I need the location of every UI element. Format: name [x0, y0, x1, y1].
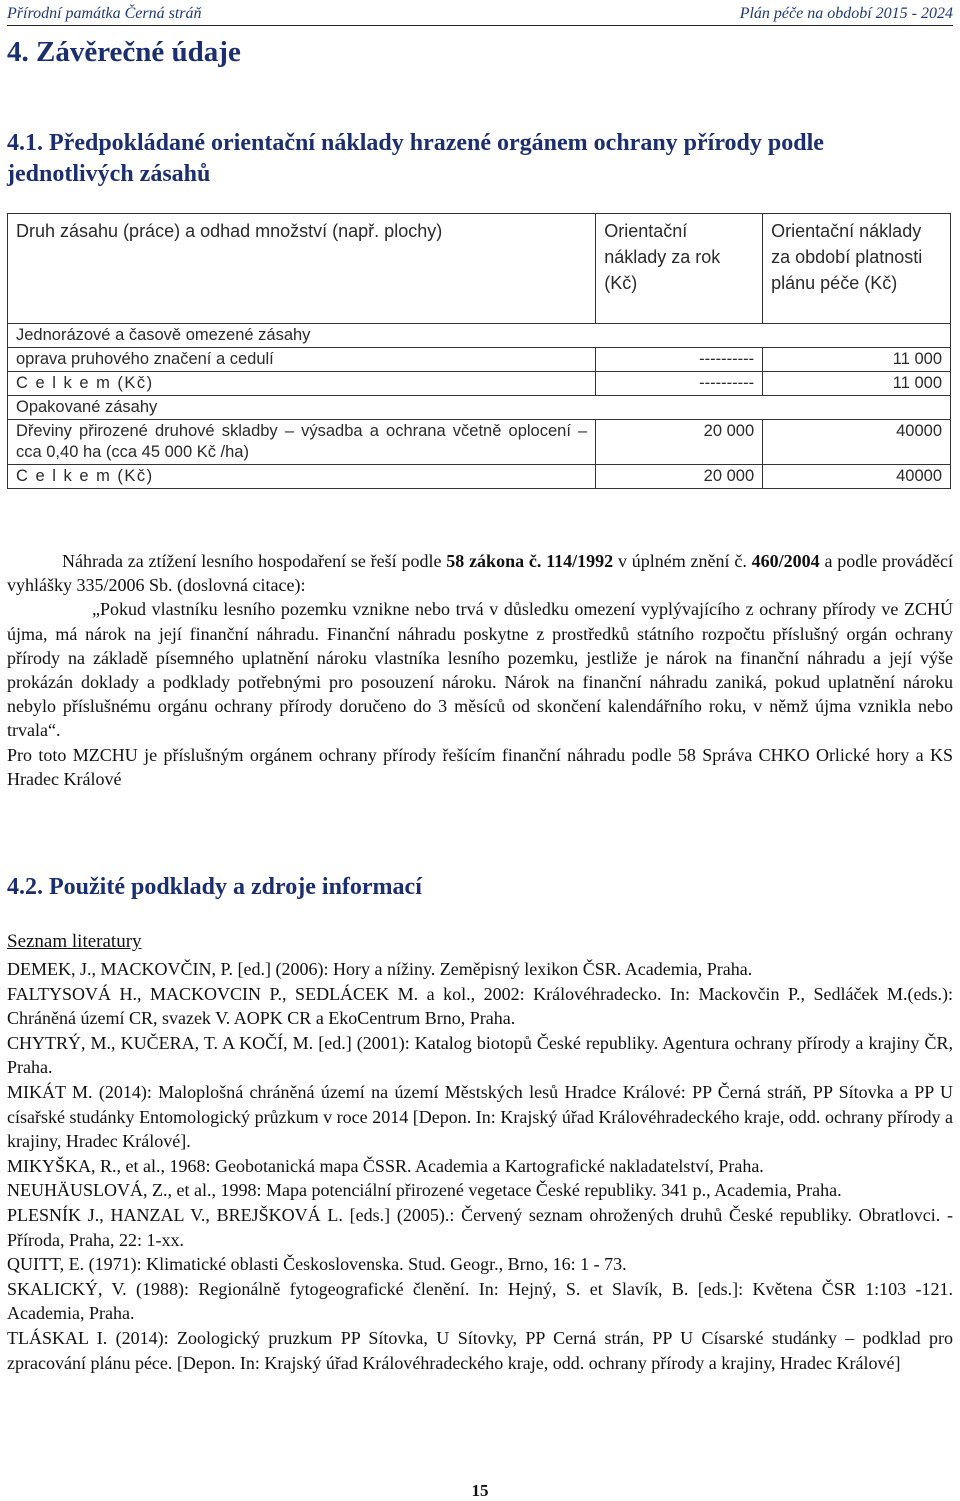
- section-4-1-heading: 4.1. Předpokládané orientační náklady hrazené orgánem ochrany přírody podle jednotlivých zásahů: [7, 130, 824, 187]
- literature-item: TLÁSKAL I. (2014): Zoologický pruzkum PP Sítovka, U Sítovky, PP Cerná strán, PP U Císarské studánky – podklad pro zpracování plánu péce. [Depon. In: Krajský úřad Královéhradeckého kraje, odd. ochrany přírody a krajiny, Hradec Králové]: [7, 1327, 953, 1373]
- table-total-row: [8, 372, 951, 396]
- literature-item: CHYTRÝ, M., KUČERA, T. A KOČÍ, M. [ed.] (2001): Katalog biotopů České republiky. Agentura ochrany přírody a krajiny ČR, Praha.: [7, 1032, 953, 1078]
- row-label: oprava pruhového značení a cedulí: [8, 348, 596, 372]
- header-right: Plán péče na období 2015 - 2024: [739, 5, 953, 22]
- table-row: [8, 348, 951, 372]
- literature-item: FALTYSOVÁ H., MACKOVCIN P., SEDLÁCEK M. a kol., 2002: Královéhradecko. In: Mackovčin P., Sedláček M.(eds.): Chráněná území CR, svazek V. AOPK CR a EkoCentrum Brno, Praha.: [7, 983, 953, 1029]
- row-label: Dřeviny přirozené druhové skladby – výsadba a ochrana včetně oplocení – cca 0,40 ha (cca 45 000 Kč /ha): [8, 420, 596, 465]
- total-period: 40000: [763, 465, 951, 489]
- running-header: [7, 3, 953, 26]
- literature-item: QUITT, E. (1971): Klimatické oblasti Československa. Stud. Geogr., Brno, 16: 1 - 73.: [7, 1254, 627, 1275]
- total-year: ----------: [596, 372, 763, 396]
- table-total-row: [8, 465, 951, 489]
- group-recurring: Opakované zásahy: [8, 396, 951, 420]
- paragraph-authority: Pro toto MZCHU je příslušným orgánem ochrany přírody řešícím finanční náhradu podle 58 Správa CHKO Orlické hory a KS Hradec Králové: [7, 744, 953, 789]
- table-group-row: [8, 324, 951, 348]
- text-span: v úplném znění č.: [613, 551, 752, 571]
- text-span: Nárok na finanční náhradu zaniká, pokud uplatnění nároku nebylo příslušnému orgánu ochrany přírody doručeno do 3 měsíců od skončení kalendářního roku, v němž újma vznikla nebo trvala“.: [7, 672, 953, 741]
- table-header-row: [8, 214, 951, 324]
- literature-item: NEUHÄUSLOVÁ, Z., et al., 1998: Mapa potenciální přirozené vegetace České republiky. 341 p., Academia, Praha.: [7, 1180, 842, 1201]
- paragraph-citation: [7, 597, 953, 742]
- literature-item: PLESNÍK J., HANZAL V., BREJŠKOVÁ L. [eds.] (2005).: Červený seznam ohrožených druhů České republiky. Obratlovci. - Příroda, Praha, 22: 1-xx.: [7, 1204, 953, 1250]
- page-number: 15: [471, 1481, 489, 1500]
- text-span: Finanční náhradu poskytne z prostředků státního rozpočtu příslušný orgán ochrany přírody na základě písemného uplatnění nároku vlastníka lesního pozemku, jestliže je nárok na finanční náhradu a její výše prokázán doklady a podklady potřebnými pro posouzení nároku.: [7, 623, 953, 693]
- compensation-text: [7, 549, 953, 791]
- text-span: Náhrada za ztížení lesního hospodaření se řeší podle: [62, 551, 447, 571]
- section-4-heading: 4. Závěrečné údaje: [7, 36, 241, 68]
- literature-item: MIKÁT M. (2014): Maloplošná chráněná území na území Městských lesů Hradce Králové: PP Černá stráň, PP Sítovka a PP U císařské studánky Entomologický průzkum v roce 2014 [Depon. In: Krajský úřad Královéhradeckého kraje, odd. ochrany přírody a krajiny, Hradec Králové].: [7, 1081, 953, 1152]
- total-label: C e l k e m (Kč): [8, 465, 596, 489]
- literature-item: DEMEK, J., MACKOVČIN, P. [ed.] (2006): Hory a nížiny. Zeměpisný lexikon ČSR. Academia, Praha.: [7, 959, 753, 979]
- total-year: 20 000: [596, 465, 763, 489]
- law-reference: 460/2004: [751, 551, 820, 571]
- row-year: 20 000: [596, 420, 763, 465]
- group-one-time: Jednorázové a časově omezené zásahy: [8, 324, 951, 348]
- law-reference: 58 zákona č. 114/1992: [446, 551, 614, 571]
- literature-item: MIKYŠKA, R., et al., 1968: Geobotanická mapa ČSSR. Academia a Kartografické nakladatelství, Praha.: [7, 1155, 764, 1176]
- cost-table: [7, 213, 951, 489]
- total-label: C e l k e m (Kč): [8, 372, 596, 396]
- literature-item: SKALICKÝ, V. (1988): Regionálně fytogeografické členění. In: Hejný, S. et Slavík, B. [eds.]: Květena ČSR 1:103 -121. Academia, Praha.: [7, 1278, 953, 1324]
- total-period: 11 000: [763, 372, 951, 396]
- row-period: 11 000: [763, 348, 951, 372]
- col-header-activity: Druh zásahu (práce) a odhad množství (např. plochy): [8, 214, 596, 324]
- table-group-row: [8, 396, 951, 420]
- col-header-year: Orientační náklady za rok (Kč): [596, 214, 763, 324]
- text-span: „Pokud vlastníku lesního pozemku vznikne nebo trvá v důsledku omezení vyplývajícího z ochrany přírody ve ZCHÚ újma, má nárok na její finanční náhradu.: [7, 599, 953, 644]
- table-row: [8, 420, 951, 465]
- text-span: a podle prováděcí vyhlášky 335/2006 Sb.: [7, 551, 953, 596]
- literature-list: [7, 957, 953, 1375]
- text-span: (doslovná citace):: [172, 575, 306, 596]
- col-header-period: Orientační náklady za období platnosti plánu péče (Kč): [763, 214, 951, 324]
- header-left: Přírodní památka Černá stráň: [7, 5, 202, 22]
- paragraph-legal-basis: [7, 549, 953, 597]
- row-period: 40000: [763, 420, 951, 465]
- literature-title: Seznam literatury: [7, 931, 142, 952]
- row-year: ----------: [596, 348, 763, 372]
- section-4-2-heading: 4.2. Použité podklady a zdroje informací: [7, 874, 422, 900]
